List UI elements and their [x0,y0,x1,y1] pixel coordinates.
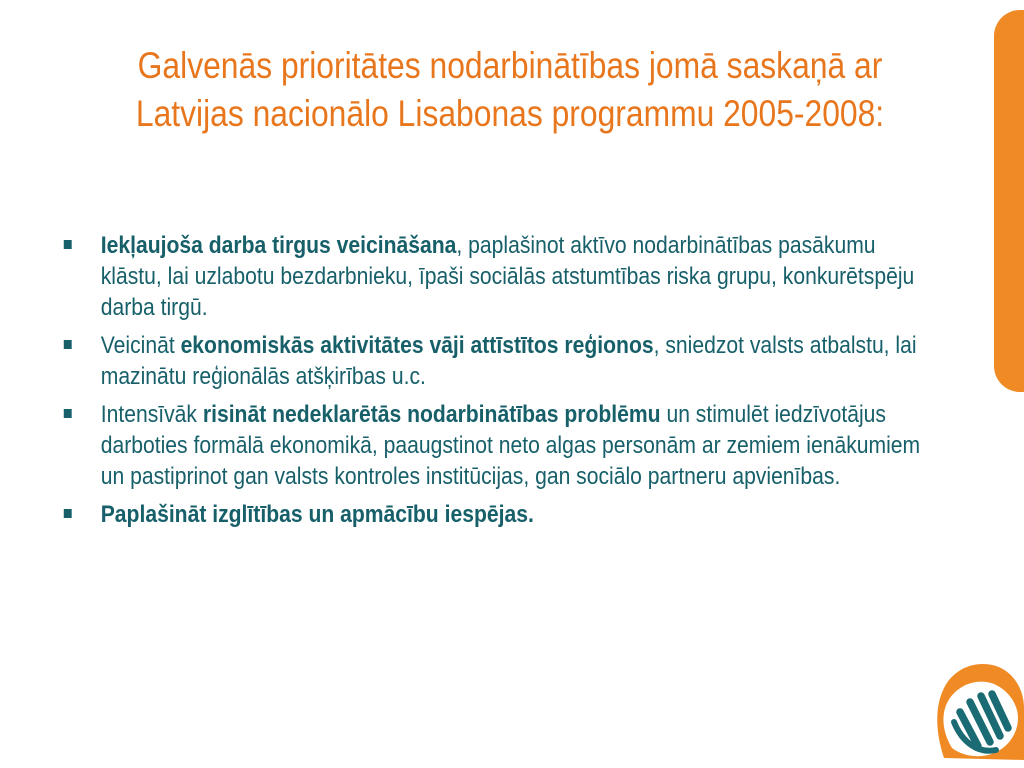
bullet-bold: Paplašināt izglītības un apmācību iespējas. [100,501,534,528]
bullet-bold: ekonomiskās aktivitātes vāji attīstītos reģionos [180,332,654,359]
square-bullet-icon [64,409,72,418]
hand-logo-icon [934,656,1024,760]
bullet-text: , sniedzot valsts atbalstu, lai mazinātu reģionālās atšķirības u.c. [100,332,917,390]
bullet-bold: Iekļaujoša darba tirgus veicināšana [100,232,457,259]
slide-title-line-2: Latvijas nacionālo Lisabonas programmu 2005-2008: [135,93,885,134]
square-bullet-icon [64,340,72,349]
bullet-list [62,230,942,537]
square-bullet-icon [64,509,72,518]
bullet-item [62,330,942,392]
bullet-text: Intensīvāk [100,401,203,428]
bullet-item [62,230,942,323]
bullet-bold: risināt nedeklarētās nodarbinātības problēmu [202,401,661,428]
bullet-text: Veicināt [100,332,181,359]
slide-title [114,42,905,138]
bullet-text: , paplašinot aktīvo nodarbinātības pasākumu klāstu, lai uzlabotu bezdarbnieku, īpaši sociālās atstumtības riska grupu, konkurētspēju darba tirgū. [100,232,915,321]
bullet-item [62,399,942,492]
orange-side-bar [994,10,1024,392]
bullet-text: un stimulēt iedzīvotājus darboties formālā ekonomikā, paaugstinot neto algas personām ar zemiem ienākumiem un pastiprinot gan valsts kontroles institūcijas, gan sociālo partneru apvienības. [100,401,921,490]
bullet-item [62,499,942,530]
square-bullet-icon [64,240,72,249]
slide-title-line-1: Galvenās prioritātes nodarbinātības jomā saskaņā ar [137,45,883,86]
